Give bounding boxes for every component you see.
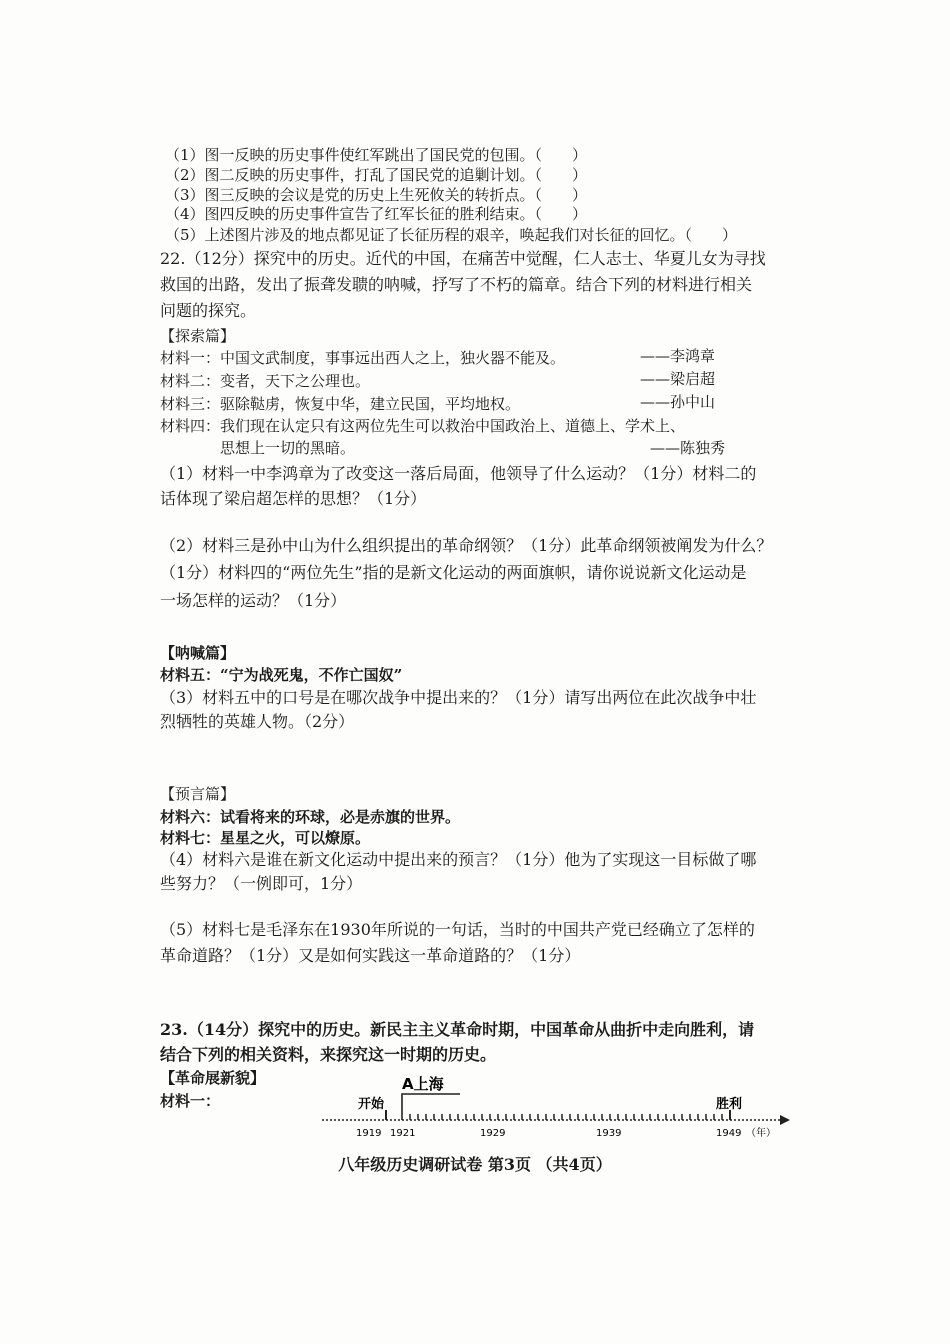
material-3: 材料三：驱除鞑虏，恢复中华，建立民国，平均地权。 <box>160 395 521 413</box>
material-3-source: ——孙中山 <box>640 393 716 411</box>
question-5-line-1: （5）材料七是毛泽东在1930年所说的一句话，当时的中国共产党已经确立了怎样的 <box>160 920 755 939</box>
material-4-line-2: 思想上一切的黑暗。 <box>220 439 356 457</box>
question-5-line-2: 革命道路？（1分）又是如何实践这一革命道路的？（1分） <box>160 946 581 965</box>
material-1-source: ——李鸿章 <box>640 347 716 365</box>
prev-item-5: （5）上述图片涉及的地点都见证了长征历程的艰辛，唤起我们对长征的回忆。（ ） <box>165 226 738 244</box>
timeline-tick-label-1921: 1921 <box>390 1128 416 1139</box>
timeline-diagram <box>318 1075 798 1142</box>
timeline-tick-label-1919: 1919 <box>356 1128 382 1139</box>
material-4-line-1: 材料四：我们现在认定只有这两位先生可以救治中国政治上、道德上、学术上、 <box>160 417 686 435</box>
material-2-source: ——梁启超 <box>640 370 716 388</box>
timeline-tick-label-1929: 1929 <box>480 1128 506 1139</box>
section-heading-prophecy: 【预言篇】 <box>160 785 236 803</box>
question-2-line-3: 一场怎样的运动？（1分） <box>160 591 347 610</box>
material-1-label-q23: 材料一： <box>160 1092 221 1110</box>
q22-intro-line-2: 救国的出路，发出了振聋发聩的呐喊，抒写了不朽的篇章。结合下列的材料进行相关 <box>160 275 753 294</box>
question-3-line-1: （3）材料五中的口号是在哪次战争中提出来的？（1分）请写出两位在此次战争中壮 <box>160 688 757 707</box>
timeline-arrow-icon <box>780 1115 790 1125</box>
material-1: 材料一：中国文武制度，事事远出西人之上，独火器不能及。 <box>160 349 566 367</box>
timeline-unit-label: （年） <box>746 1128 776 1139</box>
question-1-line-2: 话体现了梁启超怎样的思想？（1分） <box>160 489 427 508</box>
page-footer: 八年级历史调研试卷 第3页 （共4页） <box>338 1155 612 1174</box>
timeline-tick-label-1939: 1939 <box>596 1128 622 1139</box>
material-5: 材料五：“宁为战死鬼，不作亡国奴” <box>160 666 403 684</box>
prev-item-1: （1）图一反映的历史事件使红军跳出了国民党的包围。（ ） <box>165 146 588 164</box>
question-4-line-2: 些努力？（一例即可，1分） <box>160 874 363 893</box>
q23-intro-line-1: 23.（14分）探究中的历史。新民主主义革命时期，中国革命从曲折中走向胜利，请 <box>160 1020 755 1039</box>
timeline-tick-label-1949: 1949 <box>716 1128 742 1139</box>
material-4-source: ——陈独秀 <box>650 439 726 457</box>
prev-item-3: （3）图三反映的会议是党的历史上生死攸关的转折点。（ ） <box>165 186 588 204</box>
section-heading-explore: 【探索篇】 <box>160 327 236 345</box>
section-heading-shout: 【呐喊篇】 <box>160 644 236 662</box>
timeline-minor-ticks <box>410 1114 722 1120</box>
question-2-line-2: （1分）材料四的“两位先生”指的是新文化运动的两面旗帜，请你说说新文化运动是 <box>160 563 747 582</box>
question-1-line-1: （1）材料一中李鸿章为了改变这一落后局面，他领导了什么运动？（1分）材料二的 <box>160 464 757 483</box>
q22-intro-line-1: 22.（12分）探究中的历史。近代的中国，在痛苦中觉醒，仁人志士、华夏儿女为寻找 <box>160 249 766 268</box>
prev-item-2: （2）图二反映的历史事件，打乱了国民党的追剿计划。（ ） <box>165 166 588 184</box>
timeline-end-label: 胜利 <box>716 1097 743 1112</box>
material-7: 材料七：星星之火，可以燎原。 <box>160 829 371 847</box>
question-4-line-1: （4）材料六是谁在新文化运动中提出来的预言？（1分）他为了实现这一目标做了哪 <box>160 850 757 869</box>
question-3-line-2: 烈牺牲的英雄人物。（2分） <box>160 712 355 731</box>
material-6: 材料六：试看将来的环球，必是赤旗的世界。 <box>160 808 461 826</box>
timeline-start-label: 开始 <box>358 1097 385 1112</box>
q22-intro-line-3: 问题的探究。 <box>160 301 257 320</box>
question-2-line-1: （2）材料三是孙中山为什么组织提出的革命纲领？（1分）此革命纲领被阐发为什么？ <box>160 536 773 555</box>
prev-item-4: （4）图四反映的历史事件宣告了红军长征的胜利结束。（ ） <box>165 205 588 223</box>
section-heading-revolution: 【革命展新貌】 <box>160 1069 266 1087</box>
timeline-marker-label: A上海 <box>402 1075 444 1094</box>
material-2: 材料二：变者，天下之公理也。 <box>160 372 371 390</box>
q23-intro-line-2: 结合下列的相关资料，来探究这一时期的历史。 <box>160 1045 497 1064</box>
